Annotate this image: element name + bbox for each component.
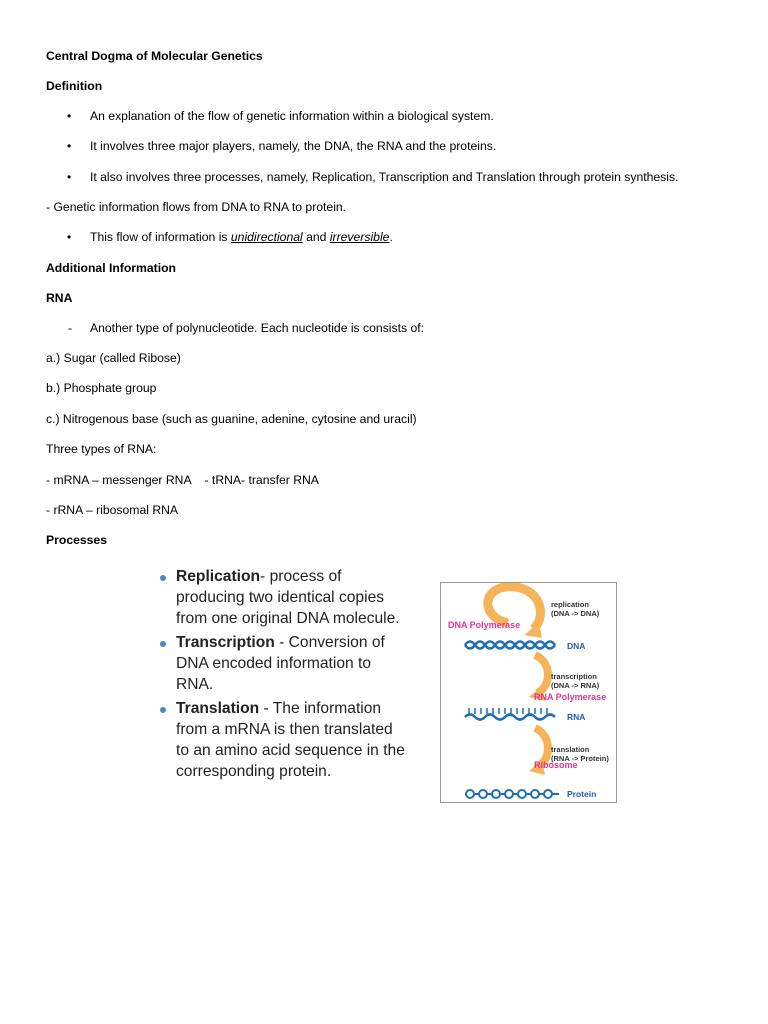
rna-label: RNA <box>567 712 586 722</box>
translation-text-2: from a mRNA is then translated <box>176 721 393 738</box>
transcription-text-1: - Conversion of <box>274 634 385 651</box>
processes-heading: Processes <box>46 533 107 547</box>
transcription-label: transcription <box>551 672 597 681</box>
slide-bullet-dot <box>160 575 166 581</box>
definition-bullet-2: It involves three major players, namely, the DNA, the RNA and the proteins. <box>90 139 497 153</box>
ribosome-label: Ribosome <box>534 760 578 770</box>
rna-polymerase-label: RNA Polymerase <box>534 692 607 702</box>
translation-text-4: corresponding protein. <box>176 763 332 780</box>
document-title: Central Dogma of Molecular Genetics <box>46 49 263 63</box>
component-phosphate: b.) Phosphate group <box>46 381 157 395</box>
transcription-text-3: RNA. <box>176 676 214 693</box>
bullet-dot: • <box>67 170 72 184</box>
replication-item <box>176 566 342 587</box>
translation-label-2: (RNA -> Protein) <box>551 754 609 763</box>
bullet-dot: • <box>67 139 72 153</box>
definition-bullet-3: It also involves three processes, namely, Replication, Transcription and Translation through protein synthesis. <box>90 170 679 184</box>
flow-bullet-prefix: This flow of information is <box>90 230 231 244</box>
rna-strand-icon <box>465 708 555 720</box>
irreversible-term: irreversible <box>329 230 390 244</box>
central-dogma-diagram <box>441 583 616 802</box>
component-sugar: a.) Sugar (called Ribose) <box>46 351 181 365</box>
translation-label: translation <box>551 745 590 754</box>
transcription-term: Transcription <box>176 634 275 651</box>
flow-line: - Genetic information flows from DNA to RNA to protein. <box>46 200 347 214</box>
rna-dash: - <box>68 321 73 335</box>
translation-term: Translation <box>176 700 260 717</box>
transcription-label-2: (DNA -> RNA) <box>551 681 600 690</box>
unidirectional-term: unidirectional <box>230 230 303 244</box>
rna-types-heading: Three types of RNA: <box>46 442 157 456</box>
definition-bullet-1: An explanation of the flow of genetic information within a biological system. <box>90 109 494 123</box>
protein-chain-icon <box>465 790 559 798</box>
bullet-dot: • <box>67 230 72 244</box>
definition-heading: Definition <box>46 79 103 93</box>
slide-bullet-dot <box>160 707 166 713</box>
dna-helix-icon <box>465 642 555 649</box>
flow-bullet <box>90 229 393 245</box>
additional-info-heading: Additional Information <box>46 261 176 275</box>
replication-text-3: from one original DNA molecule. <box>176 610 400 627</box>
bullet-dot: • <box>67 109 72 123</box>
replication-label-2: (DNA -> DNA) <box>551 609 600 618</box>
translation-item <box>176 698 381 719</box>
component-base: c.) Nitrogenous base (such as guanine, adenine, cytosine and uracil) <box>46 412 417 426</box>
rna-types-line-2: - rRNA – ribosomal RNA <box>46 503 179 517</box>
replication-text-2: producing two identical copies <box>176 589 385 606</box>
flow-bullet-mid: and <box>302 230 330 244</box>
transcription-item <box>176 632 385 653</box>
protein-label: Protein <box>567 789 597 799</box>
translation-text-3: to an amino acid sequence in the <box>176 742 405 759</box>
flow-bullet-suffix: . <box>389 230 393 244</box>
slide-bullet-dot <box>160 641 166 647</box>
dna-label: DNA <box>567 641 586 651</box>
rna-types-line-1: - mRNA – messenger RNA - tRNA- transfer RNA <box>46 473 319 487</box>
central-dogma-figure <box>440 582 617 803</box>
replication-label: replication <box>551 600 589 609</box>
dna-polymerase-label: DNA Polymerase <box>448 620 521 630</box>
transcription-text-2: DNA encoded information to <box>176 655 372 672</box>
rna-intro: Another type of polynucleotide. Each nucleotide is consists of: <box>90 321 425 335</box>
rna-heading: RNA <box>46 291 73 305</box>
replication-term: Replication <box>176 568 261 585</box>
replication-text-1: - process of <box>260 568 342 585</box>
translation-text-1: - The information <box>259 700 382 717</box>
